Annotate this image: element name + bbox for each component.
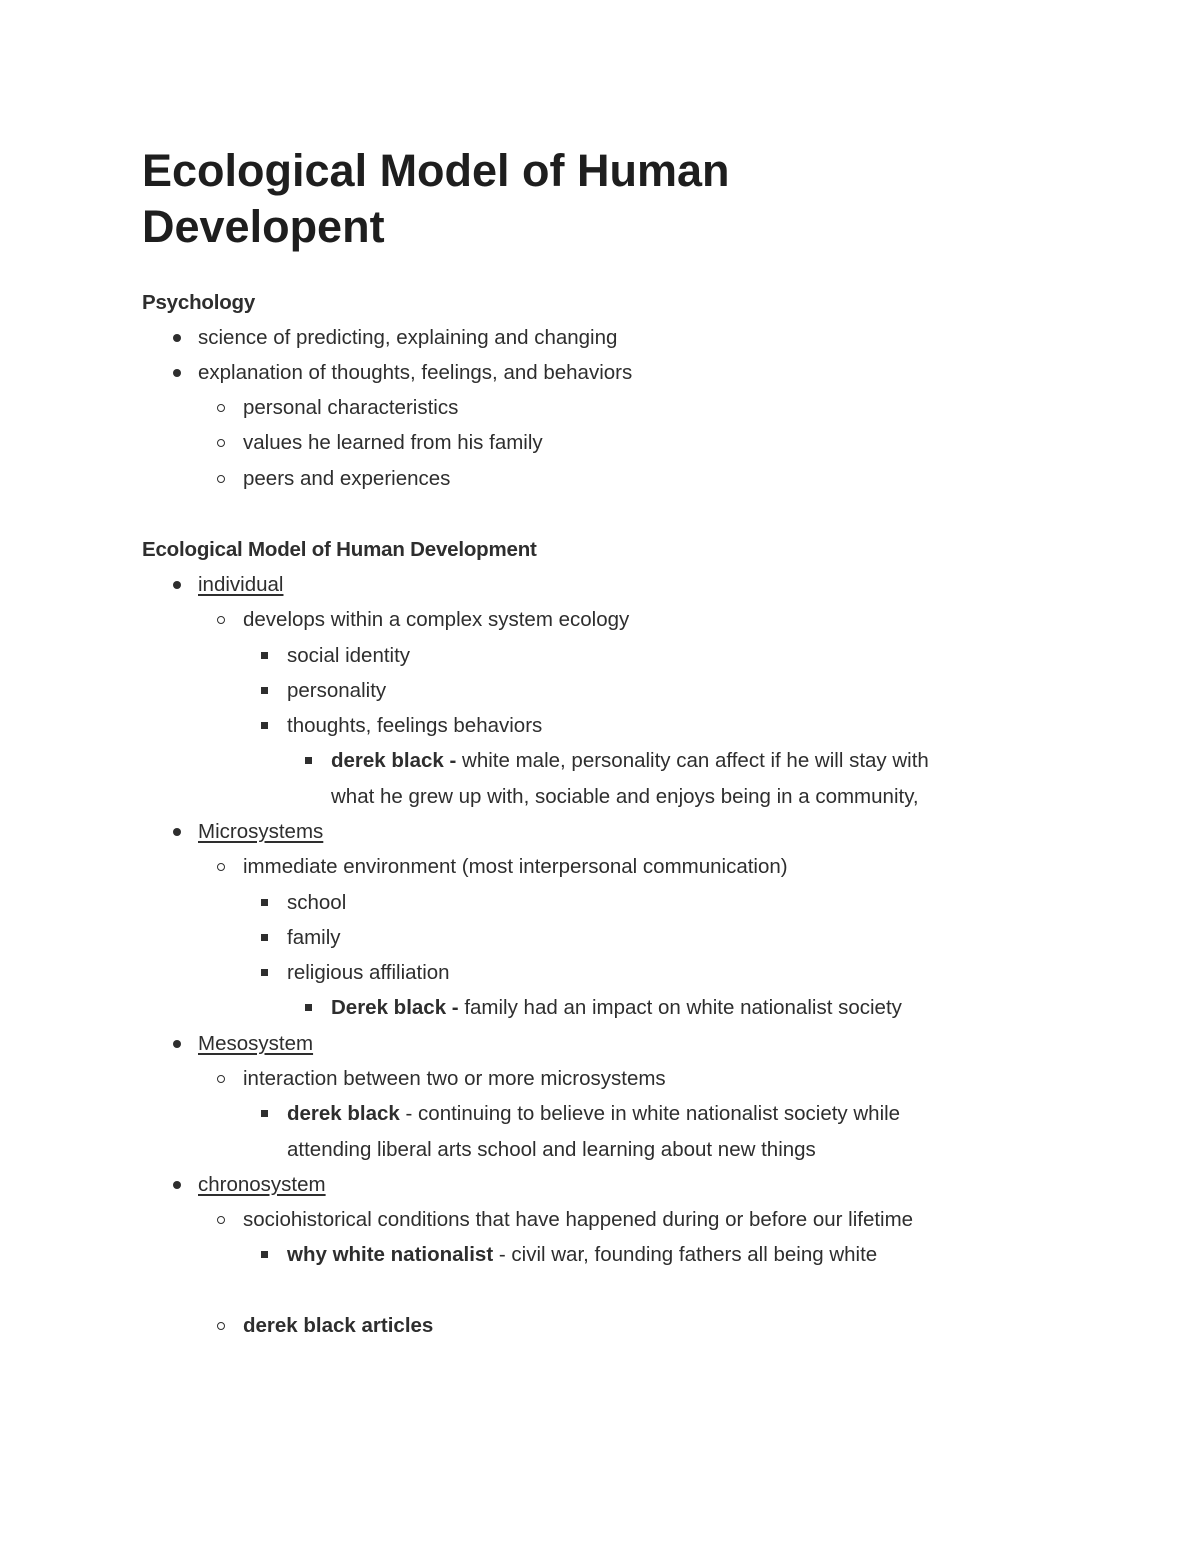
- list-item: interaction between two or more microsystems: [243, 1067, 666, 1090]
- bullet-circle: [217, 616, 225, 624]
- page-title: Ecological Model of Human Developent: [142, 145, 730, 252]
- list-item: develops within a complex system ecology: [243, 608, 630, 631]
- topic-microsystems: Microsystems: [198, 820, 324, 843]
- topic-individual: individual: [198, 573, 284, 596]
- topic-chronosystem: chronosystem: [198, 1173, 326, 1196]
- list-item: [331, 743, 929, 778]
- note-label: derek black -: [331, 749, 457, 772]
- bullet-square: [305, 1004, 312, 1011]
- bullet-circle: [217, 439, 225, 447]
- bullet-circle: [217, 404, 225, 412]
- list-item: thoughts, feelings behaviors: [287, 714, 543, 737]
- note-text: - civil war, founding fathers all being white: [498, 1243, 878, 1266]
- bullet-disc: [173, 369, 181, 377]
- list-item: sociohistorical conditions that have happened during or before our lifetime: [243, 1208, 914, 1231]
- bullet-circle: [217, 1322, 225, 1330]
- bullet-circle: [217, 475, 225, 483]
- bullet-square: [261, 969, 268, 976]
- bullet-square: [261, 899, 268, 906]
- bullet-square: [261, 934, 268, 941]
- bullet-square: [261, 722, 268, 729]
- bullet-circle: [217, 1216, 225, 1224]
- section-heading-ecological-model: Ecological Model of Human Development: [142, 538, 537, 561]
- note-text-continued: what he grew up with, sociable and enjoys being in a community,: [331, 785, 919, 808]
- list-item: [287, 1096, 900, 1131]
- bullet-square: [261, 687, 268, 694]
- bullet-disc: [173, 1040, 181, 1048]
- note-text: white male, personality can affect if he will stay with: [462, 749, 929, 772]
- list-item: [331, 990, 902, 1025]
- list-item: family: [287, 926, 341, 949]
- list-item: religious affiliation: [287, 961, 450, 984]
- list-item: science of predicting, explaining and changing: [198, 326, 618, 349]
- list-item: personality: [287, 679, 387, 702]
- note-label: Derek black -: [331, 996, 459, 1019]
- bullet-square: [305, 757, 312, 764]
- bullet-square: [261, 652, 268, 659]
- bullet-disc: [173, 334, 181, 342]
- bullet-circle: [217, 1075, 225, 1083]
- note-text-continued: attending liberal arts school and learning about new things: [287, 1138, 816, 1161]
- topic-mesosystem: Mesosystem: [198, 1032, 314, 1055]
- list-item: explanation of thoughts, feelings, and behaviors: [198, 361, 633, 384]
- note-text: - continuing to believe in white nationalist society while: [405, 1102, 901, 1125]
- bullet-square: [261, 1110, 268, 1117]
- list-item: school: [287, 891, 347, 914]
- bullet-disc: [173, 581, 181, 589]
- list-item-articles: derek black articles: [243, 1314, 434, 1337]
- list-item: immediate environment (most interpersonal communication): [243, 855, 788, 878]
- note-label: why white nationalist: [287, 1243, 494, 1266]
- note-label: derek black: [287, 1102, 400, 1125]
- section-heading-psychology: Psychology: [142, 291, 256, 314]
- note-text: family had an impact on white nationalist society: [464, 996, 902, 1019]
- list-item: [287, 1237, 877, 1272]
- list-item: peers and experiences: [243, 467, 451, 490]
- list-item: social identity: [287, 644, 411, 667]
- list-item: values he learned from his family: [243, 431, 543, 454]
- bullet-disc: [173, 828, 181, 836]
- bullet-circle: [217, 863, 225, 871]
- list-item: personal characteristics: [243, 396, 459, 419]
- bullet-square: [261, 1251, 268, 1258]
- bullet-disc: [173, 1181, 181, 1189]
